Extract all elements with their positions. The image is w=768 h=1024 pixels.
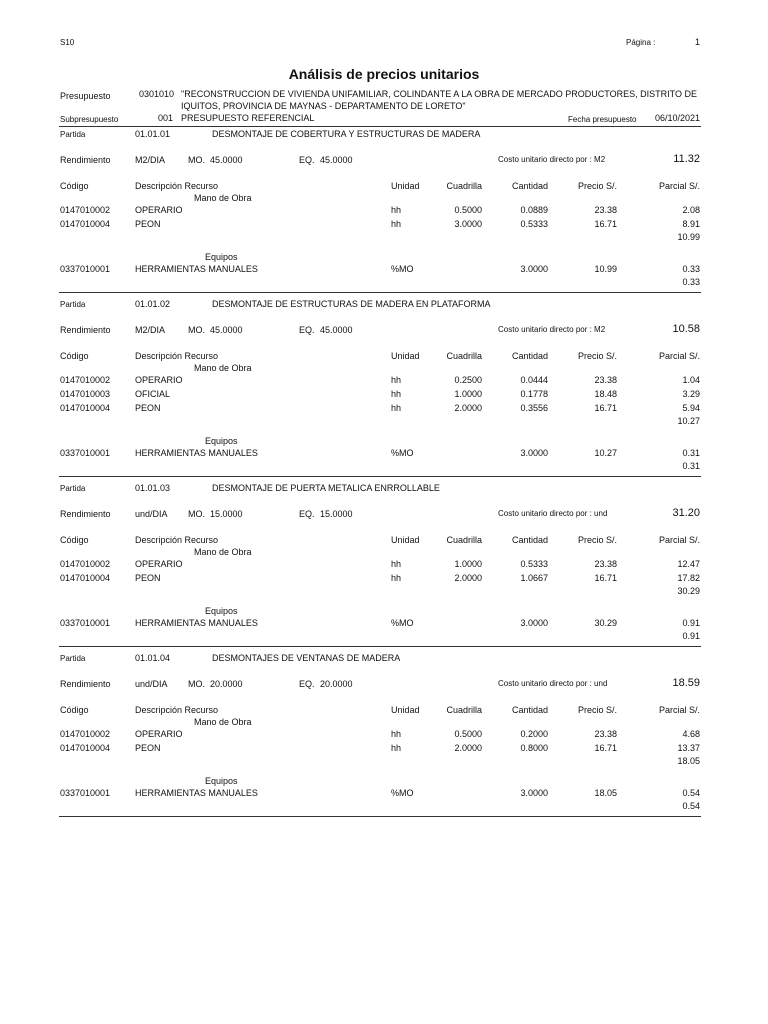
resource-cantidad: 0.5333	[520, 219, 548, 229]
col-parcial-header: Parcial S/.	[658, 351, 700, 361]
costo-label: Costo unitario directo por : M2	[498, 155, 606, 164]
resource-description: HERRAMIENTAS MANUALES	[135, 448, 258, 458]
resource-description: OPERARIO	[135, 375, 183, 385]
fecha-value: 06/10/2021	[654, 113, 700, 123]
resource-code: 0147010004	[60, 219, 111, 229]
resource-parcial: 0.54	[682, 788, 700, 798]
resource-cuadrilla: 0.2500	[454, 375, 482, 385]
partida-code: 01.01.03	[135, 483, 171, 493]
resource-parcial: 3.29	[682, 389, 700, 399]
resource-parcial: 17.82	[677, 573, 700, 583]
resource-precio: 23.38	[594, 205, 617, 215]
resource-cuadrilla: 2.0000	[454, 403, 482, 413]
mo-label: MO.	[188, 509, 205, 519]
resource-cantidad: 0.1778	[520, 389, 548, 399]
resource-parcial: 1.04	[682, 375, 700, 385]
mano-obra-subtotal: 10.27	[677, 416, 700, 426]
resource-unit: hh	[391, 389, 402, 399]
mano-obra-heading: Mano de Obra	[194, 363, 252, 373]
presupuesto-name-line2: IQUITOS, PROVINCIA DE MAYNAS - DEPARTAMENTO DE LORETO"	[181, 101, 466, 111]
partida-divider	[59, 292, 701, 293]
col-descripcion-header: Descripción Recurso	[135, 181, 219, 191]
resource-unit: %MO	[391, 448, 414, 458]
resource-unit: hh	[391, 219, 402, 229]
costo-label: Costo unitario directo por : M2	[498, 325, 606, 334]
mano-obra-heading: Mano de Obra	[194, 717, 252, 727]
resource-unit: %MO	[391, 618, 414, 628]
resource-unit: hh	[391, 559, 402, 569]
resource-cantidad: 0.2000	[520, 729, 548, 739]
rendimiento-label: Rendimiento	[60, 679, 111, 689]
col-descripcion-header: Descripción Recurso	[135, 535, 219, 545]
resource-unit: %MO	[391, 264, 414, 274]
rendimiento-unit: M2/DIA	[135, 155, 166, 165]
resource-cuadrilla: 1.0000	[454, 559, 482, 569]
partida-name: DESMONTAJE DE ESTRUCTURAS DE MADERA EN PLATAFORMA	[212, 299, 491, 309]
partida-code: 01.01.01	[135, 129, 171, 139]
eq-label: EQ.	[299, 155, 315, 165]
resource-cantidad: 3.0000	[520, 618, 548, 628]
resource-cuadrilla: 0.5000	[454, 205, 482, 215]
resource-parcial: 0.31	[682, 448, 700, 458]
resource-unit: hh	[391, 375, 402, 385]
resource-code: 0337010001	[60, 448, 111, 458]
partida-label: Partida	[60, 130, 86, 139]
resource-cantidad: 3.0000	[520, 264, 548, 274]
mo-label: MO.	[188, 679, 205, 689]
resource-precio: 16.71	[594, 573, 617, 583]
mo-value: 15.0000	[210, 509, 243, 519]
resource-description: OPERARIO	[135, 559, 183, 569]
col-parcial-header: Parcial S/.	[658, 705, 700, 715]
col-cantidad-header: Cantidad	[511, 535, 548, 545]
col-parcial-header: Parcial S/.	[658, 535, 700, 545]
resource-unit: %MO	[391, 788, 414, 798]
col-cantidad-header: Cantidad	[511, 181, 548, 191]
resource-description: OPERARIO	[135, 729, 183, 739]
resource-parcial: 4.68	[682, 729, 700, 739]
rendimiento-label: Rendimiento	[60, 325, 111, 335]
mano-obra-heading: Mano de Obra	[194, 547, 252, 557]
resource-code: 0337010001	[60, 264, 111, 274]
col-precio-header: Precio S/.	[577, 535, 617, 545]
resource-description: PEON	[135, 219, 161, 229]
partida-divider	[59, 816, 701, 817]
equipos-heading: Equipos	[205, 436, 238, 446]
col-unidad-header: Unidad	[391, 535, 420, 545]
col-cuadrilla-header: Cuadrilla	[446, 181, 482, 191]
mano-obra-subtotal: 30.29	[677, 586, 700, 596]
col-descripcion-header: Descripción Recurso	[135, 705, 219, 715]
equipos-subtotal: 0.54	[682, 801, 700, 811]
col-codigo-header: Código	[60, 181, 89, 191]
col-codigo-header: Código	[60, 705, 89, 715]
resource-cuadrilla: 2.0000	[454, 743, 482, 753]
resource-cuadrilla: 0.5000	[454, 729, 482, 739]
resource-precio: 10.99	[594, 264, 617, 274]
presupuesto-code: 0301010	[139, 89, 175, 99]
page-title: Análisis de precios unitarios	[288, 66, 480, 82]
costo-value: 18.59	[672, 677, 700, 689]
partida-code: 01.01.02	[135, 299, 171, 309]
equipos-subtotal: 0.91	[682, 631, 700, 641]
partida-label: Partida	[60, 484, 86, 493]
resource-precio: 18.48	[594, 389, 617, 399]
resource-cantidad: 0.0889	[520, 205, 548, 215]
col-descripcion-header: Descripción Recurso	[135, 351, 219, 361]
resource-precio: 16.71	[594, 743, 617, 753]
page-label: Página :	[626, 38, 656, 47]
partida-name: DESMONTAJE DE PUERTA METALICA ENRROLLABLE	[212, 483, 440, 493]
resource-code: 0147010004	[60, 573, 111, 583]
col-unidad-header: Unidad	[391, 351, 420, 361]
subpresupuesto-name: PRESUPUESTO REFERENCIAL	[181, 113, 315, 123]
equipos-heading: Equipos	[205, 252, 238, 262]
equipos-heading: Equipos	[205, 606, 238, 616]
page-number: 1	[694, 37, 700, 47]
col-codigo-header: Código	[60, 351, 89, 361]
presupuesto-name-line1: "RECONSTRUCCION DE VIVIENDA UNIFAMILIAR, COLINDANTE A LA OBRA DE MERCADO PRODUCTORES, DISTRITO DE	[181, 89, 697, 99]
col-cantidad-header: Cantidad	[511, 705, 548, 715]
resource-unit: hh	[391, 743, 402, 753]
costo-label: Costo unitario directo por : und	[498, 679, 608, 688]
costo-label: Costo unitario directo por : und	[498, 509, 608, 518]
resource-precio: 18.05	[594, 788, 617, 798]
resource-cantidad: 3.0000	[520, 788, 548, 798]
col-unidad-header: Unidad	[391, 705, 420, 715]
mo-value: 20.0000	[210, 679, 243, 689]
eq-label: EQ.	[299, 509, 315, 519]
resource-cantidad: 3.0000	[520, 448, 548, 458]
rendimiento-unit: und/DIA	[135, 509, 168, 519]
resource-unit: hh	[391, 403, 402, 413]
col-parcial-header: Parcial S/.	[658, 181, 700, 191]
resource-description: HERRAMIENTAS MANUALES	[135, 788, 258, 798]
resource-description: OFICIAL	[135, 389, 171, 399]
resource-parcial: 12.47	[677, 559, 700, 569]
rendimiento-label: Rendimiento	[60, 155, 111, 165]
resource-cantidad: 0.8000	[520, 743, 548, 753]
partida-code: 01.01.04	[135, 653, 171, 663]
resource-parcial: 0.33	[682, 264, 700, 274]
col-unidad-header: Unidad	[391, 181, 420, 191]
resource-precio: 10.27	[594, 448, 617, 458]
report-code: S10	[60, 38, 75, 47]
col-precio-header: Precio S/.	[577, 181, 617, 191]
eq-value: 45.0000	[320, 155, 353, 165]
resource-unit: hh	[391, 729, 402, 739]
mano-obra-subtotal: 10.99	[677, 232, 700, 242]
resource-parcial: 5.94	[682, 403, 700, 413]
resource-code: 0147010002	[60, 205, 111, 215]
header-divider	[59, 126, 701, 127]
resource-precio: 23.38	[594, 559, 617, 569]
resource-cuadrilla: 1.0000	[454, 389, 482, 399]
partida-divider	[59, 476, 701, 477]
equipos-heading: Equipos	[205, 776, 238, 786]
resource-code: 0337010001	[60, 788, 111, 798]
costo-value: 11.32	[673, 153, 700, 165]
rendimiento-label: Rendimiento	[60, 509, 111, 519]
mo-value: 45.0000	[210, 155, 243, 165]
resource-parcial: 8.91	[682, 219, 700, 229]
resource-parcial: 2.08	[682, 205, 700, 215]
partida-name: DESMONTAJES DE VENTANAS DE MADERA	[212, 653, 401, 663]
presupuesto-label: Presupuesto	[60, 91, 111, 101]
costo-value: 31.20	[672, 507, 700, 519]
resource-precio: 30.29	[594, 618, 617, 628]
resource-cuadrilla: 2.0000	[454, 573, 482, 583]
resource-parcial: 0.91	[682, 618, 700, 628]
mo-value: 45.0000	[210, 325, 243, 335]
subpresupuesto-code: 001	[158, 113, 174, 123]
resource-cuadrilla: 3.0000	[454, 219, 482, 229]
col-precio-header: Precio S/.	[577, 705, 617, 715]
resource-description: HERRAMIENTAS MANUALES	[135, 264, 258, 274]
resource-cantidad: 0.3556	[520, 403, 548, 413]
resource-description: HERRAMIENTAS MANUALES	[135, 618, 258, 628]
resource-precio: 23.38	[594, 729, 617, 739]
eq-value: 45.0000	[320, 325, 353, 335]
resource-description: PEON	[135, 573, 161, 583]
resource-parcial: 13.37	[677, 743, 700, 753]
col-cuadrilla-header: Cuadrilla	[446, 705, 482, 715]
eq-value: 20.0000	[320, 679, 353, 689]
resource-description: PEON	[135, 743, 161, 753]
mo-label: MO.	[188, 325, 205, 335]
partida-label: Partida	[60, 300, 86, 309]
resource-unit: hh	[391, 573, 402, 583]
resource-code: 0147010003	[60, 389, 111, 399]
resource-precio: 16.71	[594, 403, 617, 413]
resource-code: 0147010002	[60, 729, 111, 739]
resource-cantidad: 1.0667	[520, 573, 548, 583]
col-cantidad-header: Cantidad	[511, 351, 548, 361]
fecha-label: Fecha presupuesto	[568, 115, 637, 124]
equipos-subtotal: 0.31	[682, 461, 700, 471]
costo-value: 10.58	[672, 323, 700, 335]
col-cuadrilla-header: Cuadrilla	[446, 351, 482, 361]
resource-precio: 23.38	[594, 375, 617, 385]
partida-divider	[59, 646, 701, 647]
resource-cantidad: 0.5333	[520, 559, 548, 569]
eq-label: EQ.	[299, 325, 315, 335]
resource-precio: 16.71	[594, 219, 617, 229]
resource-code: 0147010004	[60, 403, 111, 413]
partida-label: Partida	[60, 654, 86, 663]
resource-description: PEON	[135, 403, 161, 413]
col-cuadrilla-header: Cuadrilla	[446, 535, 482, 545]
subpresupuesto-label: Subpresupuesto	[60, 115, 119, 124]
col-precio-header: Precio S/.	[577, 351, 617, 361]
mano-obra-heading: Mano de Obra	[194, 193, 252, 203]
rendimiento-unit: M2/DIA	[135, 325, 166, 335]
resource-code: 0147010002	[60, 559, 111, 569]
eq-label: EQ.	[299, 679, 315, 689]
equipos-subtotal: 0.33	[682, 277, 700, 287]
partida-name: DESMONTAJE DE COBERTURA Y ESTRUCTURAS DE MADERA	[212, 129, 481, 139]
rendimiento-unit: und/DIA	[135, 679, 168, 689]
resource-code: 0147010002	[60, 375, 111, 385]
resource-cantidad: 0.0444	[520, 375, 548, 385]
col-codigo-header: Código	[60, 535, 89, 545]
resource-unit: hh	[391, 205, 402, 215]
resource-code: 0337010001	[60, 618, 111, 628]
resource-description: OPERARIO	[135, 205, 183, 215]
mano-obra-subtotal: 18.05	[677, 756, 700, 766]
resource-code: 0147010004	[60, 743, 111, 753]
mo-label: MO.	[188, 155, 205, 165]
eq-value: 15.0000	[320, 509, 353, 519]
